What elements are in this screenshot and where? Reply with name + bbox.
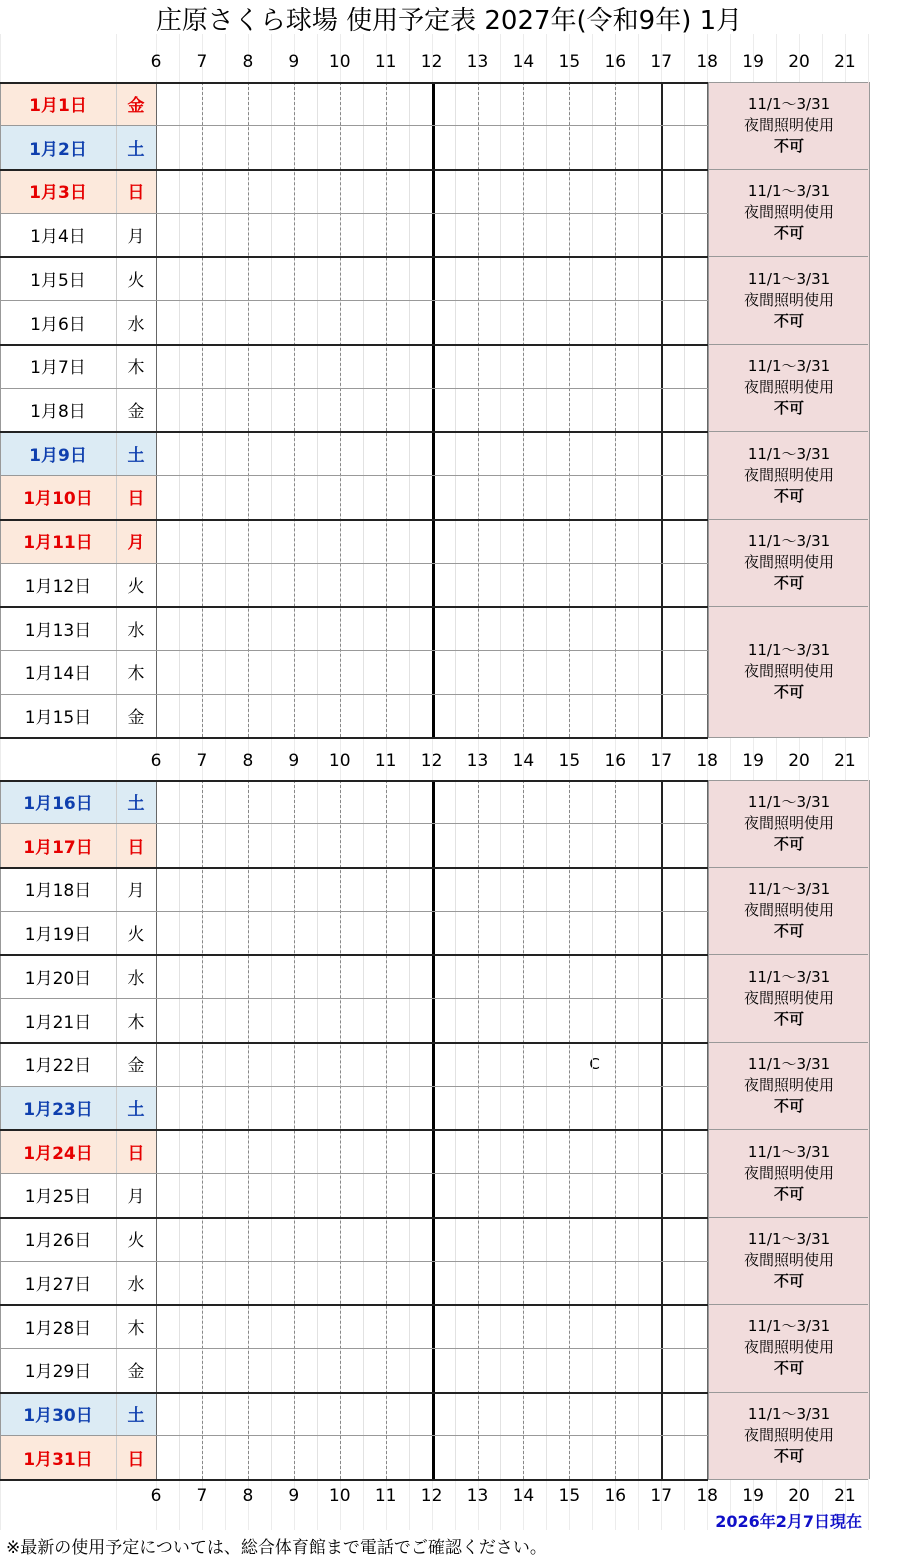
notice-line: 11/1～3/31 xyxy=(747,1230,831,1249)
hour-label: 13 xyxy=(466,751,489,771)
hour-header-top xyxy=(0,44,898,74)
day-weekday: 金 xyxy=(127,708,145,729)
grid-line xyxy=(0,1435,708,1436)
grid-line xyxy=(0,431,708,433)
notice-line: 夜間照明使用 xyxy=(743,553,834,572)
hour-label: 16 xyxy=(604,52,627,72)
grid-line xyxy=(0,213,708,214)
grid-line xyxy=(661,82,663,738)
notice-line: 夜間照明使用 xyxy=(743,1163,834,1182)
day-date: 1月4日 xyxy=(30,227,86,248)
hour-label: 20 xyxy=(788,751,810,771)
hour-label: 20 xyxy=(788,52,810,72)
grid-line xyxy=(569,82,570,738)
hour-label: 7 xyxy=(196,52,208,72)
hour-label: 14 xyxy=(512,52,535,72)
hour-label: 17 xyxy=(650,1486,673,1506)
day-weekday: 月 xyxy=(127,227,145,248)
day-weekday: 木 xyxy=(127,1318,145,1339)
day-weekday: 木 xyxy=(127,358,145,379)
day-weekday: 水 xyxy=(127,314,145,335)
day-date: 1月14日 xyxy=(24,664,92,685)
grid-line xyxy=(0,388,708,389)
notice-line: 不可 xyxy=(773,574,804,593)
grid-line xyxy=(0,1304,708,1306)
day-weekday: 日 xyxy=(116,169,156,213)
day-weekday: 日 xyxy=(116,1435,156,1479)
notice-line: 夜間照明使用 xyxy=(743,813,834,832)
day-weekday: 日 xyxy=(116,823,156,867)
day-weekday: 日 xyxy=(116,475,156,519)
day-date: 1月24日 xyxy=(0,1129,116,1173)
night-lighting-notice xyxy=(708,344,870,431)
day-weekday: 火 xyxy=(127,576,145,597)
day-weekday: 土 xyxy=(116,1392,156,1436)
hour-label: 6 xyxy=(150,1486,162,1506)
day-weekday: 金 xyxy=(116,82,156,126)
hour-label: 8 xyxy=(242,1486,254,1506)
notice-line: 不可 xyxy=(773,1184,804,1203)
grid-line xyxy=(0,1261,708,1262)
night-lighting-notice xyxy=(708,256,870,343)
grid-line xyxy=(0,694,708,695)
grid-line xyxy=(0,1217,708,1219)
notice-line: 不可 xyxy=(773,1009,804,1028)
day-date: 1月17日 xyxy=(0,823,116,867)
hour-label: 20 xyxy=(788,1486,810,1506)
day-date: 1月16日 xyxy=(0,780,116,824)
hour-label: 12 xyxy=(420,52,443,72)
grid-line xyxy=(0,475,708,476)
day-date: 1月15日 xyxy=(24,708,92,729)
notice-line: 11/1～3/31 xyxy=(747,1055,831,1074)
grid-line xyxy=(0,606,708,608)
hour-header-middle xyxy=(0,743,898,773)
grid-line xyxy=(523,82,524,738)
day-weekday: 月 xyxy=(127,1187,145,1208)
notice-line: 不可 xyxy=(773,1097,804,1116)
notice-line: 夜間照明使用 xyxy=(743,988,834,1007)
notice-line: 夜間照明使用 xyxy=(743,378,834,397)
day-weekday: 土 xyxy=(116,125,156,169)
night-lighting-notice xyxy=(708,1129,870,1216)
grid-line xyxy=(271,82,272,738)
day-date: 1月3日 xyxy=(0,169,116,213)
notice-line: 11/1～3/31 xyxy=(747,444,831,463)
grid-line xyxy=(0,1348,708,1349)
night-lighting-notice xyxy=(708,431,870,518)
grid-line xyxy=(708,1392,868,1393)
grid-line xyxy=(500,82,501,738)
day-weekday: 水 xyxy=(127,620,145,641)
notice-line: 不可 xyxy=(773,486,804,505)
hour-label: 8 xyxy=(242,52,254,72)
grid-line xyxy=(225,82,226,738)
day-weekday: 土 xyxy=(116,780,156,824)
grid-line xyxy=(248,82,249,738)
grid-line xyxy=(202,82,203,738)
grid-line xyxy=(0,1086,708,1087)
day-weekday: 金 xyxy=(127,1056,145,1077)
day-date: 1月20日 xyxy=(24,968,92,989)
hour-label: 18 xyxy=(696,751,718,771)
hour-label: 6 xyxy=(150,52,162,72)
grid-line xyxy=(0,823,708,824)
day-weekday: 水 xyxy=(127,1274,145,1295)
notice-line: 夜間照明使用 xyxy=(743,203,834,222)
day-date: 1月2日 xyxy=(0,125,116,169)
hour-label: 13 xyxy=(466,1486,489,1506)
notice-line: 11/1～3/31 xyxy=(747,182,831,201)
hour-label: 19 xyxy=(742,52,764,72)
grid-line xyxy=(708,867,868,868)
grid-line xyxy=(0,954,708,956)
night-lighting-notice xyxy=(708,1392,870,1479)
grid-line xyxy=(708,256,868,257)
grid-line xyxy=(708,82,868,83)
grid-line xyxy=(708,519,868,520)
grid-line xyxy=(0,1392,708,1394)
notice-line: 11/1～3/31 xyxy=(747,792,831,811)
notice-line: 不可 xyxy=(773,683,804,702)
hour-label: 21 xyxy=(834,751,856,771)
grid-line xyxy=(684,82,685,738)
hour-header-bottom xyxy=(0,1478,898,1508)
grid-line xyxy=(708,1217,868,1218)
grid-line xyxy=(409,82,410,738)
day-weekday: 土 xyxy=(116,431,156,475)
grid-line xyxy=(708,606,868,607)
notice-line: 11/1～3/31 xyxy=(747,1142,831,1161)
grid-line xyxy=(179,82,180,738)
grid-line xyxy=(386,82,387,738)
night-lighting-notice xyxy=(708,954,870,1041)
hour-label: 17 xyxy=(650,52,673,72)
grid-line xyxy=(0,519,708,521)
grid-line xyxy=(432,82,435,738)
notice-line: 夜間照明使用 xyxy=(743,1076,834,1095)
notice-line: 11/1～3/31 xyxy=(747,269,831,288)
day-date: 1月25日 xyxy=(24,1187,92,1208)
day-weekday: 水 xyxy=(127,968,145,989)
hour-label: 19 xyxy=(742,1486,764,1506)
hour-label: 10 xyxy=(328,1486,351,1506)
grid-line xyxy=(0,82,1,738)
day-date: 1月18日 xyxy=(24,881,92,902)
day-weekday: 金 xyxy=(127,1362,145,1383)
grid-line xyxy=(0,1129,708,1131)
hour-label: 12 xyxy=(420,751,443,771)
grid-line xyxy=(317,82,318,738)
notice-line: 不可 xyxy=(773,834,804,853)
day-date: 1月22日 xyxy=(24,1056,92,1077)
night-lighting-notice xyxy=(708,867,870,954)
hour-label: 21 xyxy=(834,1486,856,1506)
hour-label: 13 xyxy=(466,52,489,72)
grid-line xyxy=(708,1042,868,1043)
day-date: 1月8日 xyxy=(30,401,86,422)
hour-label: 18 xyxy=(696,1486,718,1506)
grid-line xyxy=(0,650,708,651)
hour-label: 15 xyxy=(558,751,581,771)
grid-line xyxy=(0,344,708,346)
grid-line xyxy=(0,169,708,171)
hour-label: 9 xyxy=(288,52,300,72)
grid-line xyxy=(294,82,295,738)
grid-line xyxy=(478,82,479,738)
notice-line: 夜間照明使用 xyxy=(743,1251,834,1270)
grid-line xyxy=(708,344,868,345)
notice-line: 夜間照明使用 xyxy=(743,465,834,484)
grid-line xyxy=(0,256,708,258)
notice-line: 不可 xyxy=(773,1272,804,1291)
night-lighting-notice xyxy=(708,1217,870,1304)
hour-label: 9 xyxy=(288,751,300,771)
day-date: 1月28日 xyxy=(24,1318,92,1339)
hour-label: 17 xyxy=(650,751,673,771)
day-date: 1月9日 xyxy=(0,431,116,475)
hour-label: 15 xyxy=(558,1486,581,1506)
notice-line: 夜間照明使用 xyxy=(743,1425,834,1444)
notice-line: 11/1～3/31 xyxy=(747,532,831,551)
day-date: 1月19日 xyxy=(24,925,92,946)
grid-line xyxy=(0,1173,708,1174)
notice-line: 不可 xyxy=(773,136,804,155)
day-date: 1月31日 xyxy=(0,1435,116,1479)
notice-line: 11/1～3/31 xyxy=(747,357,831,376)
notice-line: 夜間照明使用 xyxy=(743,115,834,134)
hour-label: 6 xyxy=(150,751,162,771)
grid-line xyxy=(708,1304,868,1305)
grid-line xyxy=(0,563,708,564)
day-date: 1月27日 xyxy=(24,1274,92,1295)
night-lighting-notice xyxy=(708,780,870,867)
notice-line: 11/1～3/31 xyxy=(747,1404,831,1423)
notice-line: 夜間照明使用 xyxy=(743,1338,834,1357)
notice-line: 夜間照明使用 xyxy=(743,662,834,681)
day-date: 1月30日 xyxy=(0,1392,116,1436)
day-weekday: 月 xyxy=(116,519,156,563)
night-lighting-notice xyxy=(708,1042,870,1129)
hour-label: 10 xyxy=(328,751,351,771)
day-weekday: 金 xyxy=(127,401,145,422)
night-lighting-notice xyxy=(708,169,870,256)
grid-line xyxy=(0,737,708,739)
notice-line: 夜間照明使用 xyxy=(743,290,834,309)
notice-line: 不可 xyxy=(773,399,804,418)
night-lighting-notice xyxy=(708,1304,870,1391)
notice-line: 不可 xyxy=(773,224,804,243)
grid-line xyxy=(363,82,364,738)
grid-line xyxy=(156,82,157,738)
notice-line: 不可 xyxy=(773,311,804,330)
day-weekday: 日 xyxy=(116,1129,156,1173)
day-date: 1月26日 xyxy=(24,1231,92,1252)
reservation-mark: C xyxy=(589,1054,600,1073)
hour-label: 18 xyxy=(696,52,718,72)
day-weekday: 火 xyxy=(127,925,145,946)
day-weekday: 月 xyxy=(127,881,145,902)
grid-line xyxy=(116,82,117,738)
grid-line xyxy=(0,1042,708,1044)
grid-line xyxy=(0,82,708,84)
hour-label: 11 xyxy=(374,52,397,72)
grid-line xyxy=(708,954,868,955)
grid-line xyxy=(0,911,708,912)
hour-label: 16 xyxy=(604,751,627,771)
notice-line: 11/1～3/31 xyxy=(747,967,831,986)
day-date: 1月1日 xyxy=(0,82,116,126)
day-date: 1月10日 xyxy=(0,475,116,519)
notice-line: 不可 xyxy=(773,1359,804,1378)
hour-label: 16 xyxy=(604,1486,627,1506)
day-date: 1月11日 xyxy=(0,519,116,563)
hour-label: 8 xyxy=(242,751,254,771)
hour-label: 12 xyxy=(420,1486,443,1506)
notice-line: 夜間照明使用 xyxy=(743,901,834,920)
as-of-date: 2026年2月7日現在 xyxy=(715,1512,862,1531)
day-date: 1月12日 xyxy=(24,576,92,597)
day-date: 1月13日 xyxy=(24,620,92,641)
hour-label: 19 xyxy=(742,751,764,771)
hour-label: 11 xyxy=(374,1486,397,1506)
notice-line: 11/1～3/31 xyxy=(747,641,831,660)
day-date: 1月7日 xyxy=(30,358,86,379)
day-date: 1月23日 xyxy=(0,1086,116,1130)
page-title: 庄原さくら球場 使用予定表 2027年(令和9年) 1月 xyxy=(155,6,743,36)
day-date: 1月29日 xyxy=(24,1362,92,1383)
grid-line xyxy=(707,82,708,738)
grid-line xyxy=(708,780,868,781)
day-date: 1月21日 xyxy=(24,1012,92,1033)
day-date: 1月6日 xyxy=(30,314,86,335)
hour-label: 10 xyxy=(328,52,351,72)
grid-line xyxy=(0,780,708,782)
notice-line: 11/1～3/31 xyxy=(747,880,831,899)
grid-line xyxy=(546,82,547,738)
grid-line xyxy=(0,300,708,301)
notice-line: 不可 xyxy=(773,1446,804,1465)
grid-line xyxy=(638,82,639,738)
night-lighting-notice xyxy=(708,519,870,606)
hour-label: 21 xyxy=(834,52,856,72)
grid-line xyxy=(708,431,868,432)
hour-label: 15 xyxy=(558,52,581,72)
day-weekday: 木 xyxy=(127,664,145,685)
grid-line xyxy=(708,737,868,738)
hour-label: 7 xyxy=(196,751,208,771)
grid-line xyxy=(0,998,708,999)
grid-line xyxy=(340,82,341,738)
hour-label: 9 xyxy=(288,1486,300,1506)
grid-line xyxy=(592,82,593,738)
grid-line xyxy=(455,82,456,738)
day-weekday: 火 xyxy=(127,270,145,291)
day-weekday: 火 xyxy=(127,1231,145,1252)
notice-line: 11/1～3/31 xyxy=(747,1317,831,1336)
day-weekday: 土 xyxy=(116,1086,156,1130)
footer-note: ※最新の使用予定については、総合体育館まで電話でご確認ください。 xyxy=(6,1538,547,1558)
grid-line xyxy=(0,125,708,126)
notice-line: 11/1～3/31 xyxy=(747,94,831,113)
notice-line: 不可 xyxy=(773,922,804,941)
hour-label: 14 xyxy=(512,751,535,771)
hour-label: 7 xyxy=(196,1486,208,1506)
night-lighting-notice xyxy=(708,606,870,737)
grid-line xyxy=(615,82,616,738)
grid-line xyxy=(708,1129,868,1130)
day-date: 1月5日 xyxy=(30,270,86,291)
grid-line xyxy=(708,169,868,170)
hour-label: 14 xyxy=(512,1486,535,1506)
hour-label: 11 xyxy=(374,751,397,771)
day-weekday: 木 xyxy=(127,1012,145,1033)
grid-line xyxy=(0,867,708,869)
night-lighting-notice xyxy=(708,82,870,169)
